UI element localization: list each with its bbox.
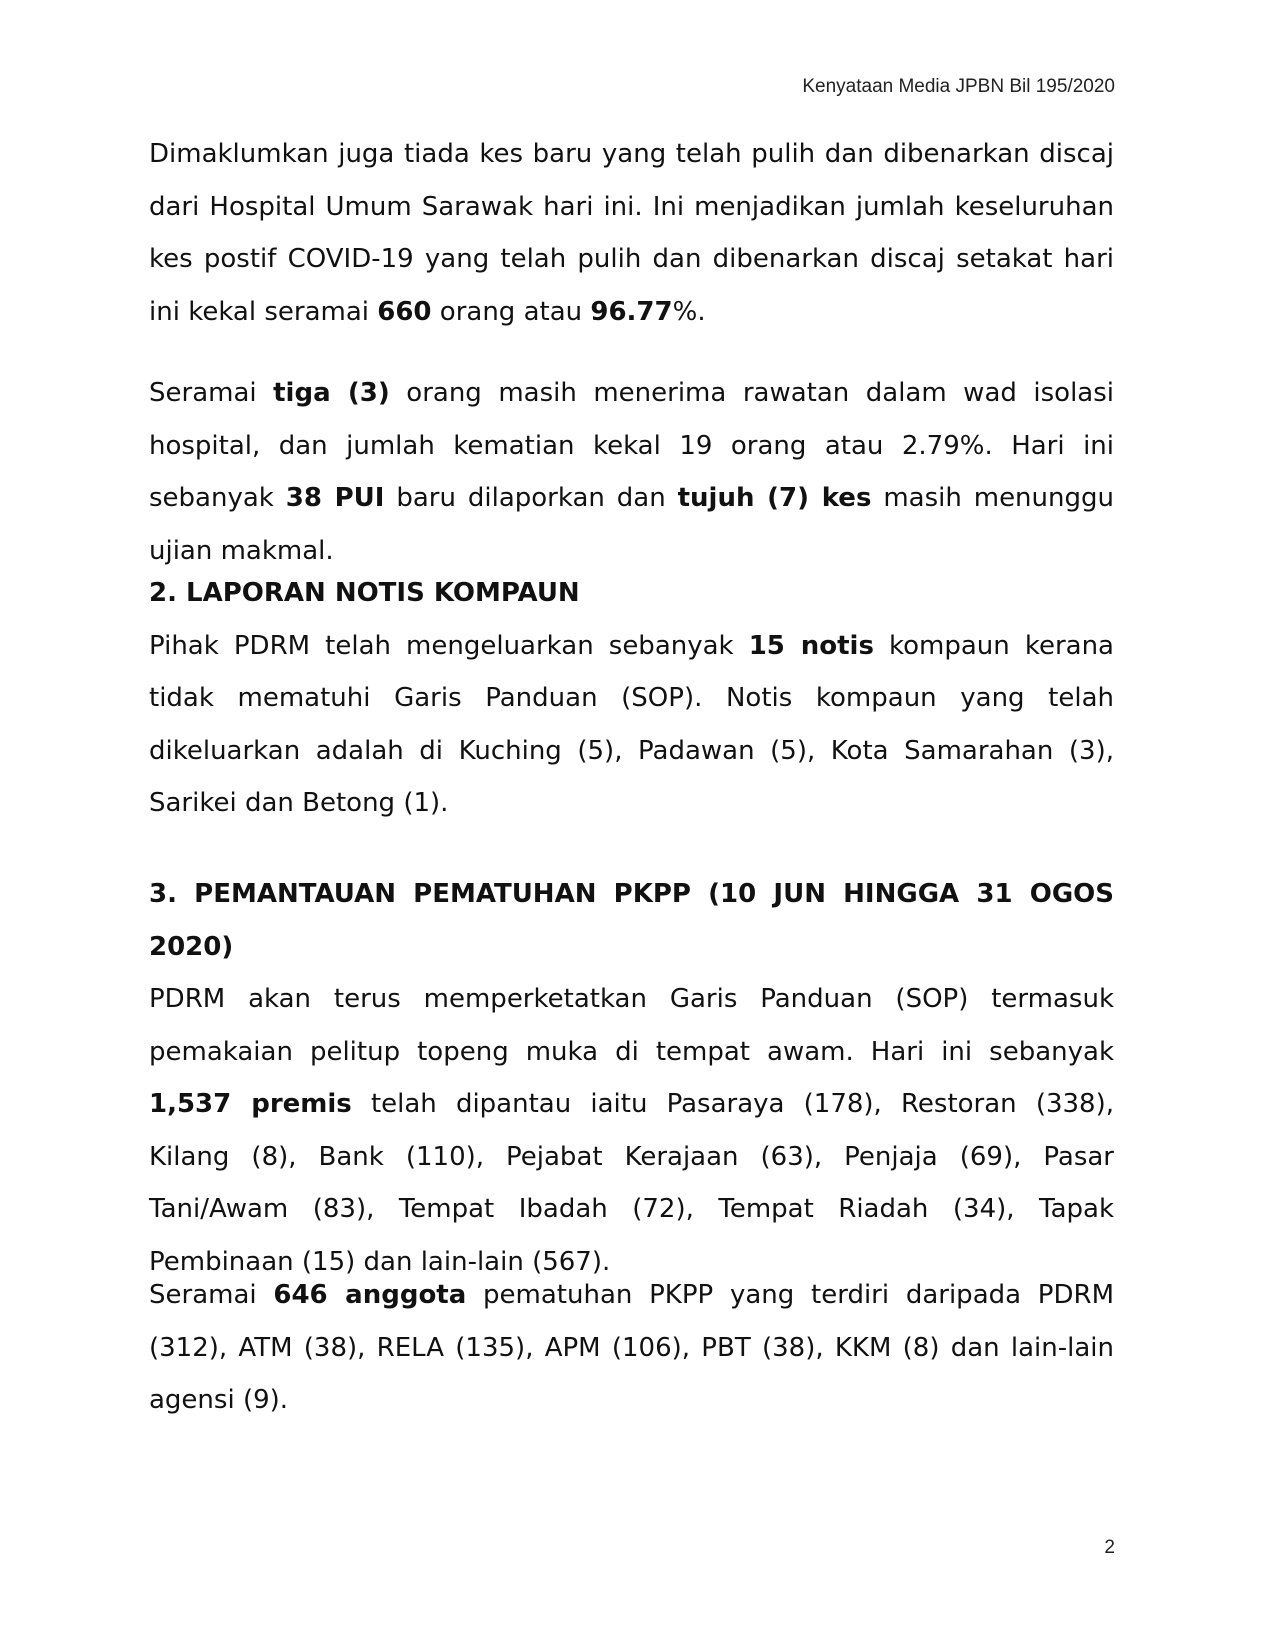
in-treatment-count: tiga (3) [273, 378, 390, 408]
paragraph-compliance-members: Seramai 646 anggota pematuhan PKPP yang terdiri daripada PDRM (312), ATM (38), RELA (135), APM (106), PBT (38), KKM (8) dan lain-lain agensi (9). [149, 1280, 1115, 1415]
members-count: 646 anggota [273, 1280, 467, 1310]
recovered-count: 660 [377, 296, 432, 327]
document-header: Kenyataan Media JPBN Bil 195/2020 [802, 76, 1115, 97]
premises-count: 1,537 premis [149, 1089, 352, 1119]
paragraph-treatment-status: Seramai tiga (3) orang masih menerima rawatan dalam wad isolasi hospital, dan jumlah kematian kekal 19 orang atau 2.79%. Hari ini sebanyak 38 PUI baru dilaporkan dan tujuh (7) kes masih menunggu ujian makmal. [149, 378, 1114, 566]
section-heading: 2. LAPORAN NOTIS KOMPAUN [149, 578, 580, 608]
pending-tests-count: tujuh (7) kes [677, 483, 872, 513]
page-number: 2 [1104, 1537, 1115, 1558]
notice-count: 15 notis [748, 630, 874, 661]
recovered-percent: 96.77 [590, 296, 673, 327]
pui-count: 38 PUI [285, 483, 385, 513]
section-compound-notices: 2. LAPORAN NOTIS KOMPAUN Pihak PDRM telah mengeluarkan sebanyak 15 notis kompaun kerana tidak mematuhi Garis Panduan (SOP). Notis kompaun yang telah dikeluarkan adalah di Kuching (5), Padawan (5), Kota Samarahan (3), Sarikei dan Betong (1). [149, 567, 1114, 830]
paragraph-recovered-cases: Dimaklumkan juga tiada kes baru yang telah pulih dan dibenarkan discaj dari Hospital Umum Sarawak hari ini. Ini menjadikan jumlah keseluruhan kes postif COVID-19 yang telah pulih dan dibenarkan discaj setakat hari ini kekal seramai 660 orang atau 96.77%. [149, 139, 1114, 327]
section-pkpp-monitoring: 3. PEMANTAUAN PEMATUHAN PKPP (10 JUN HINGGA 31 OGOS 2020) PDRM akan terus memperketatkan Garis Panduan (SOP) termasuk pemakaian pelitup topeng muka di tempat awam. Hari ini sebanyak 1,537 premis telah dipantau iaitu Pasaraya (178), Restoran (338), Kilang (8), Bank (110), Pejabat Kerajaan (63), Penjaja (69), Pasar Tani/Awam (83), Tempat Ibadah (72), Tempat Riadah (34), Tapak Pembinaan (15) dan lain-lain (567). [149, 868, 1114, 1288]
section-heading: 3. PEMANTAUAN PEMATUHAN PKPP (10 JUN HINGGA 31 OGOS 2020) [149, 879, 1114, 962]
